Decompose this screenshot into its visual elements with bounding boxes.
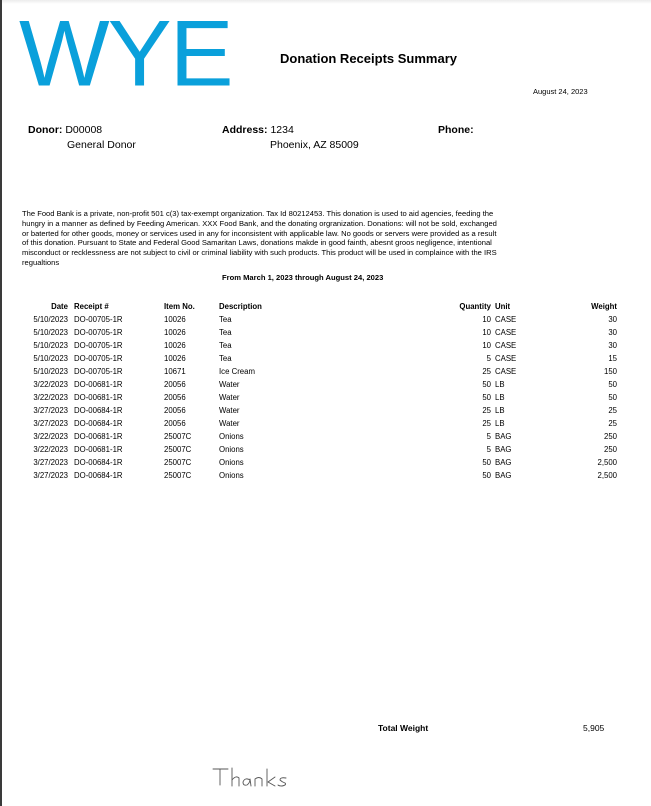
cell-item-no: 10026 <box>164 341 186 350</box>
cell-item-no: 10026 <box>164 315 186 324</box>
cell-receipt: DO-00705-1R <box>74 328 123 337</box>
cell-description: Tea <box>219 341 232 350</box>
cell-receipt: DO-00684-1R <box>74 406 123 415</box>
donor-info <box>28 123 136 153</box>
cell-date: 3/22/2023 <box>33 432 68 441</box>
cell-unit: LB <box>495 419 505 428</box>
report-period: From March 1, 2023 through August 24, 2023 <box>222 273 384 282</box>
cell-receipt: DO-00681-1R <box>74 445 123 454</box>
total-weight-value: 5,905 <box>583 723 605 733</box>
cell-description: Ice Cream <box>219 367 255 376</box>
cell-date: 3/22/2023 <box>33 393 68 402</box>
cell-unit: CASE <box>495 315 517 324</box>
cell-description: Water <box>219 380 240 389</box>
cell-weight: 2,500 <box>597 471 617 480</box>
cell-date: 3/27/2023 <box>33 419 68 428</box>
cell-date: 3/27/2023 <box>33 471 68 480</box>
cell-receipt: DO-00681-1R <box>74 380 123 389</box>
organization-logo: WYE <box>19 1 232 106</box>
cell-unit: CASE <box>495 354 517 363</box>
table-row <box>22 313 617 326</box>
column-header-quantity: Quantity <box>459 302 491 311</box>
cell-description: Water <box>219 419 240 428</box>
cell-description: Tea <box>219 315 232 324</box>
cell-weight: 2,500 <box>597 458 617 467</box>
cell-item-no: 20056 <box>164 393 186 402</box>
cell-quantity: 5 <box>486 354 491 363</box>
donation-items-table <box>22 300 617 482</box>
address-info <box>222 123 359 153</box>
cell-description: Tea <box>219 354 232 363</box>
cell-receipt: DO-00705-1R <box>74 354 123 363</box>
cell-item-no: 25007C <box>164 432 192 441</box>
cell-quantity: 50 <box>482 471 491 480</box>
table-row <box>22 456 617 469</box>
table-row <box>22 430 617 443</box>
cell-weight: 150 <box>603 367 617 376</box>
cell-item-no: 10026 <box>164 354 186 363</box>
donor-label: Donor: <box>28 124 63 136</box>
cell-unit: CASE <box>495 328 517 337</box>
column-header-weight: Weight <box>591 302 617 311</box>
cell-item-no: 10671 <box>164 367 186 376</box>
cell-date: 3/27/2023 <box>33 458 68 467</box>
table-row <box>22 404 617 417</box>
cell-quantity: 10 <box>482 341 491 350</box>
cell-weight: 25 <box>608 419 617 428</box>
cell-weight: 250 <box>603 445 617 454</box>
cell-quantity: 5 <box>486 445 491 454</box>
cell-description: Tea <box>219 328 232 337</box>
table-header-row <box>22 300 617 313</box>
column-header-item-no: Item No. <box>164 302 195 311</box>
cell-date: 5/10/2023 <box>33 315 68 324</box>
cell-quantity: 5 <box>486 432 491 441</box>
donor-name: General Donor <box>67 139 136 151</box>
cell-receipt: DO-00684-1R <box>74 458 123 467</box>
cell-item-no: 20056 <box>164 380 186 389</box>
table-row <box>22 391 617 404</box>
cell-description: Onions <box>219 432 244 441</box>
cell-description: Onions <box>219 471 244 480</box>
cell-receipt: DO-00684-1R <box>74 419 123 428</box>
cell-receipt: DO-00684-1R <box>74 471 123 480</box>
column-header-description: Description <box>219 302 262 311</box>
cell-weight: 30 <box>608 328 617 337</box>
cell-item-no: 25007C <box>164 445 192 454</box>
address-line2: Phoenix, AZ 85009 <box>270 139 359 151</box>
total-weight-label: Total Weight <box>378 723 429 733</box>
cell-item-no: 20056 <box>164 406 186 415</box>
cell-date: 5/10/2023 <box>33 328 68 337</box>
cell-item-no: 25007C <box>164 458 192 467</box>
cell-quantity: 10 <box>482 315 491 324</box>
table-row <box>22 469 617 482</box>
cell-weight: 30 <box>608 315 617 324</box>
cell-weight: 15 <box>608 354 617 363</box>
cell-unit: CASE <box>495 367 517 376</box>
column-header-receipt: Receipt # <box>74 302 109 311</box>
cell-unit: BAG <box>495 471 512 480</box>
cell-date: 3/22/2023 <box>33 380 68 389</box>
cell-receipt: DO-00681-1R <box>74 432 123 441</box>
cell-quantity: 25 <box>482 419 491 428</box>
cell-weight: 50 <box>608 393 617 402</box>
cell-weight: 50 <box>608 380 617 389</box>
cell-unit: LB <box>495 380 505 389</box>
table-row <box>22 352 617 365</box>
phone-label: Phone: <box>438 124 474 136</box>
cell-weight: 250 <box>603 432 617 441</box>
cell-quantity: 10 <box>482 328 491 337</box>
document-page <box>2 0 651 806</box>
cell-receipt: DO-00705-1R <box>74 341 123 350</box>
address-line1: 1234 <box>270 124 294 136</box>
report-date: August 24, 2023 <box>533 87 588 96</box>
cell-item-no: 25007C <box>164 471 192 480</box>
cell-unit: BAG <box>495 445 512 454</box>
address-label: Address: <box>222 124 268 136</box>
cell-unit: BAG <box>495 432 512 441</box>
table-row <box>22 339 617 352</box>
cell-quantity: 25 <box>482 367 491 376</box>
cell-date: 5/10/2023 <box>33 341 68 350</box>
cell-description: Water <box>219 393 240 402</box>
cell-weight: 25 <box>608 406 617 415</box>
table-row <box>22 326 617 339</box>
handwritten-signature <box>212 766 312 790</box>
cell-quantity: 50 <box>482 380 491 389</box>
cell-description: Water <box>219 406 240 415</box>
cell-weight: 30 <box>608 341 617 350</box>
cell-description: Onions <box>219 445 244 454</box>
column-header-unit: Unit <box>495 302 511 311</box>
donor-id: D00008 <box>65 124 103 136</box>
table-row <box>22 443 617 456</box>
cell-item-no: 20056 <box>164 419 186 428</box>
cell-date: 3/27/2023 <box>33 406 68 415</box>
column-header-date: Date <box>51 302 68 311</box>
page-title: Donation Receipts Summary <box>280 51 457 66</box>
cell-receipt: DO-00705-1R <box>74 315 123 324</box>
table-row <box>22 417 617 430</box>
cell-item-no: 10026 <box>164 328 186 337</box>
cell-date: 5/10/2023 <box>33 354 68 363</box>
cell-quantity: 50 <box>482 393 491 402</box>
cell-unit: LB <box>495 393 505 402</box>
cell-date: 5/10/2023 <box>33 367 68 376</box>
legal-disclaimer: The Food Bank is a private, non-profit 501 c(3) tax-exempt organization. Tax Id 80212453. This donation is used to aid agencies, feeding the hungry in a manner as defined by Feeding American. XXX Food Bank, and the donating orgranization. Donations: will not be sold, exchanged or baterted for other goods, money or services used in any for inconsistent with applicable law. No goods or servers were provided as a result of this donation. Pursuant to State and Federal Good Samaritan Laws, donations makde in good fainth, abesnt groos negligence, intentional misconduct or recklessness are not subject to civil or criminal liability with such products. This product will be used in complaince with the IRS regualtions <box>22 209 497 267</box>
phone-info <box>438 123 474 138</box>
cell-receipt: DO-00705-1R <box>74 367 123 376</box>
cell-description: Onions <box>219 458 244 467</box>
cell-date: 3/22/2023 <box>33 445 68 454</box>
cell-unit: LB <box>495 406 505 415</box>
table-body <box>22 313 617 482</box>
table-row <box>22 378 617 391</box>
cell-unit: CASE <box>495 341 517 350</box>
cell-unit: BAG <box>495 458 512 467</box>
cell-quantity: 50 <box>482 458 491 467</box>
cell-quantity: 25 <box>482 406 491 415</box>
cell-receipt: DO-00681-1R <box>74 393 123 402</box>
table-row <box>22 365 617 378</box>
